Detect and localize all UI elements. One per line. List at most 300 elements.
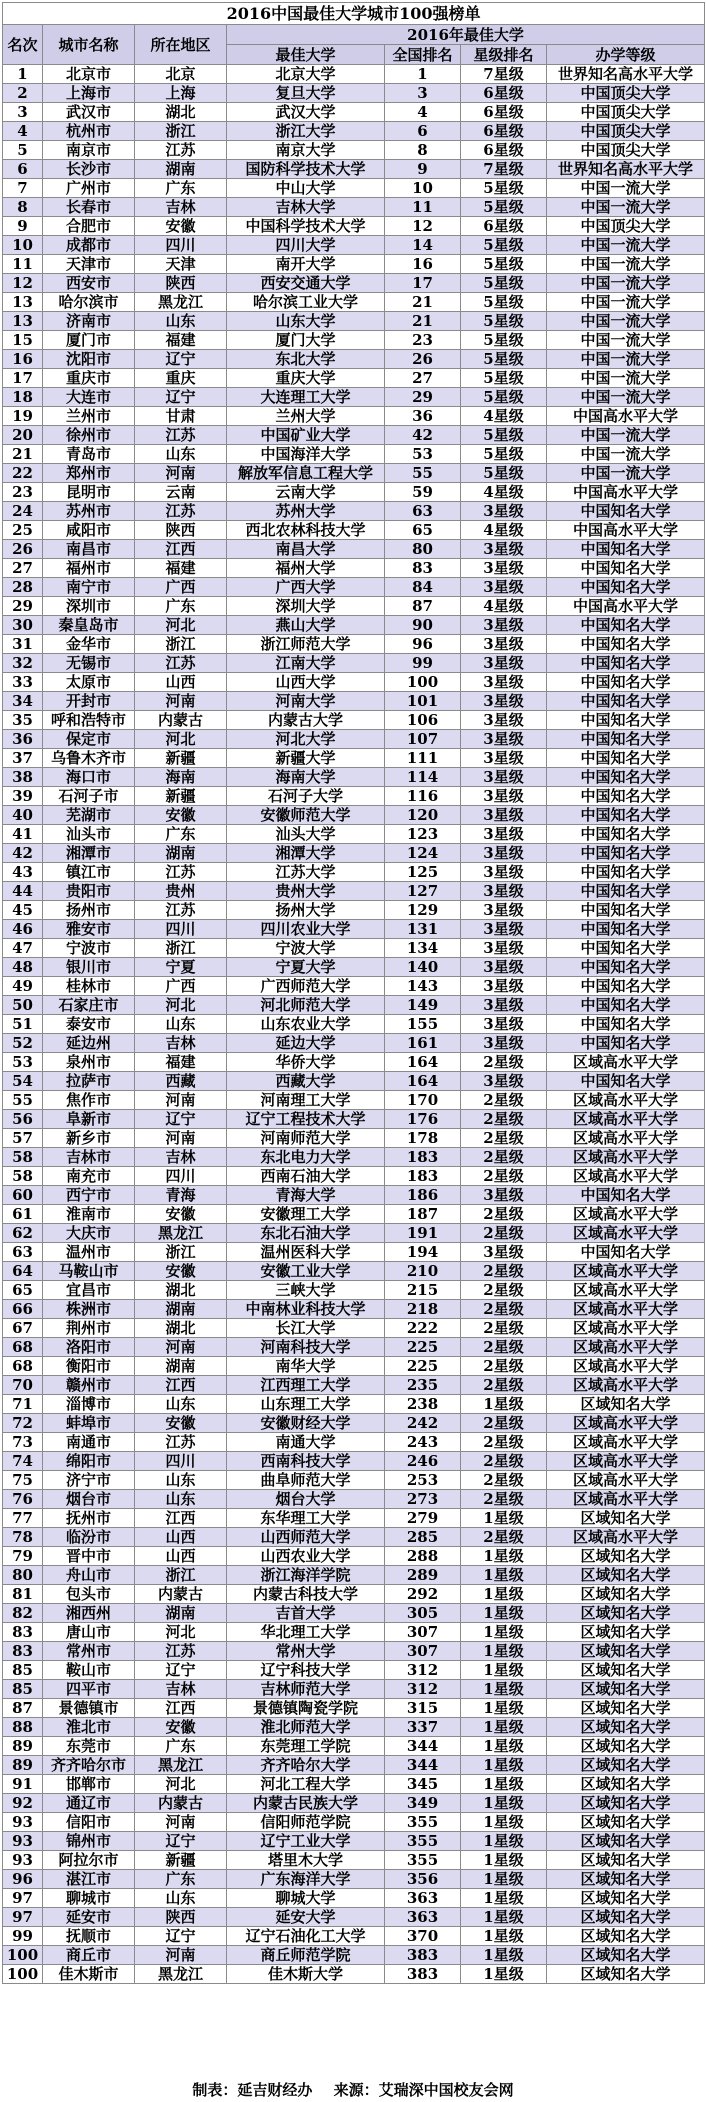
cell-level: 中国知名大学	[547, 787, 705, 806]
cell-city: 株洲市	[43, 1300, 135, 1319]
cell-university: 中南林业科技大学	[227, 1300, 385, 1319]
cell-rank: 3	[3, 103, 43, 122]
cell-star: 3星级	[461, 768, 547, 787]
cell-star: 1星级	[461, 1642, 547, 1661]
cell-region: 山东	[135, 1015, 227, 1034]
cell-star: 3星级	[461, 806, 547, 825]
cell-star: 1星级	[461, 1870, 547, 1889]
cell-region: 宁夏	[135, 958, 227, 977]
table-row	[3, 1547, 705, 1566]
table-row	[3, 1110, 705, 1129]
cell-level: 中国知名大学	[547, 540, 705, 559]
cell-national-rank: 238	[385, 1395, 461, 1414]
cell-city: 拉萨市	[43, 1072, 135, 1091]
cell-national-rank: 349	[385, 1794, 461, 1813]
table-row	[3, 787, 705, 806]
table-row	[3, 1927, 705, 1946]
cell-city: 郑州市	[43, 464, 135, 483]
table-row	[3, 1205, 705, 1224]
cell-level: 区域知名大学	[547, 1851, 705, 1870]
cell-star: 3星级	[461, 958, 547, 977]
cell-city: 马鞍山市	[43, 1262, 135, 1281]
cell-star: 1星级	[461, 1756, 547, 1775]
cell-region: 内蒙古	[135, 711, 227, 730]
cell-rank: 40	[3, 806, 43, 825]
cell-national-rank: 14	[385, 236, 461, 255]
cell-star: 3星级	[461, 920, 547, 939]
cell-university: 浙江师范大学	[227, 635, 385, 654]
table-row	[3, 939, 705, 958]
cell-city: 景德镇市	[43, 1699, 135, 1718]
table-row	[3, 1338, 705, 1357]
table-row	[3, 1053, 705, 1072]
cell-region: 河北	[135, 1775, 227, 1794]
cell-national-rank: 288	[385, 1547, 461, 1566]
cell-region: 辽宁	[135, 1927, 227, 1946]
cell-national-rank: 80	[385, 540, 461, 559]
cell-rank: 57	[3, 1129, 43, 1148]
cell-star: 5星级	[461, 236, 547, 255]
table-row	[3, 1870, 705, 1889]
cell-rank: 49	[3, 977, 43, 996]
cell-university: 安徽理工大学	[227, 1205, 385, 1224]
cell-national-rank: 164	[385, 1072, 461, 1091]
cell-region: 安徽	[135, 1262, 227, 1281]
cell-rank: 61	[3, 1205, 43, 1224]
cell-region: 北京	[135, 65, 227, 84]
cell-university: 华北理工大学	[227, 1623, 385, 1642]
cell-region: 山东	[135, 1889, 227, 1908]
table-row	[3, 1167, 705, 1186]
cell-star: 2星级	[461, 1148, 547, 1167]
cell-city: 福州市	[43, 559, 135, 578]
cell-star: 7星级	[461, 65, 547, 84]
cell-national-rank: 84	[385, 578, 461, 597]
cell-rank: 75	[3, 1471, 43, 1490]
table-row	[3, 1699, 705, 1718]
cell-region: 安徽	[135, 1414, 227, 1433]
cell-university: 东华理工大学	[227, 1509, 385, 1528]
cell-national-rank: 140	[385, 958, 461, 977]
table-row	[3, 1965, 705, 1984]
cell-level: 中国知名大学	[547, 996, 705, 1015]
cell-star: 1星级	[461, 1509, 547, 1528]
cell-rank: 82	[3, 1604, 43, 1623]
cell-national-rank: 289	[385, 1566, 461, 1585]
footer-source: 来源：艾瑞深中国校友会网	[333, 2081, 514, 2099]
cell-national-rank: 344	[385, 1756, 461, 1775]
cell-city: 保定市	[43, 730, 135, 749]
cell-rank: 15	[3, 331, 43, 350]
cell-city: 衡阳市	[43, 1357, 135, 1376]
cell-star: 3星级	[461, 977, 547, 996]
cell-rank: 8	[3, 198, 43, 217]
cell-star: 3星级	[461, 749, 547, 768]
cell-level: 区域知名大学	[547, 1623, 705, 1642]
cell-level: 区域高水平大学	[547, 1053, 705, 1072]
cell-university: 河北工程大学	[227, 1775, 385, 1794]
cell-national-rank: 27	[385, 369, 461, 388]
cell-rank: 6	[3, 160, 43, 179]
cell-rank: 74	[3, 1452, 43, 1471]
cell-city: 阿拉尔市	[43, 1851, 135, 1870]
cell-star: 2星级	[461, 1471, 547, 1490]
cell-university: 延边大学	[227, 1034, 385, 1053]
cell-region: 广东	[135, 597, 227, 616]
cell-national-rank: 1	[385, 65, 461, 84]
cell-rank: 62	[3, 1224, 43, 1243]
cell-star: 3星级	[461, 654, 547, 673]
cell-star: 1星级	[461, 1604, 547, 1623]
cell-level: 中国知名大学	[547, 1072, 705, 1091]
table-row	[3, 977, 705, 996]
table-row	[3, 1737, 705, 1756]
cell-level: 区域高水平大学	[547, 1471, 705, 1490]
cell-national-rank: 191	[385, 1224, 461, 1243]
cell-rank: 54	[3, 1072, 43, 1091]
cell-rank: 23	[3, 483, 43, 502]
cell-national-rank: 131	[385, 920, 461, 939]
cell-star: 2星级	[461, 1452, 547, 1471]
cell-region: 湖南	[135, 1300, 227, 1319]
cell-university: 辽宁科技大学	[227, 1661, 385, 1680]
cell-region: 山东	[135, 445, 227, 464]
cell-rank: 12	[3, 274, 43, 293]
cell-star: 3星级	[461, 692, 547, 711]
table-row	[3, 616, 705, 635]
cell-level: 中国知名大学	[547, 863, 705, 882]
cell-star: 4星级	[461, 483, 547, 502]
cell-national-rank: 107	[385, 730, 461, 749]
table-row	[3, 255, 705, 274]
table-row	[3, 1148, 705, 1167]
cell-university: 安徽工业大学	[227, 1262, 385, 1281]
cell-star: 1星级	[461, 1395, 547, 1414]
table-row	[3, 1946, 705, 1965]
cell-rank: 81	[3, 1585, 43, 1604]
cell-national-rank: 337	[385, 1718, 461, 1737]
cell-city: 绵阳市	[43, 1452, 135, 1471]
cell-level: 中国一流大学	[547, 331, 705, 350]
cell-national-rank: 124	[385, 844, 461, 863]
cell-city: 长沙市	[43, 160, 135, 179]
cell-rank: 89	[3, 1737, 43, 1756]
cell-city: 赣州市	[43, 1376, 135, 1395]
cell-university: 燕山大学	[227, 616, 385, 635]
cell-region: 安徽	[135, 806, 227, 825]
cell-star: 1星级	[461, 1908, 547, 1927]
cell-level: 中国顶尖大学	[547, 122, 705, 141]
cell-level: 中国顶尖大学	[547, 141, 705, 160]
cell-city: 蚌埠市	[43, 1414, 135, 1433]
cell-university: 山东理工大学	[227, 1395, 385, 1414]
cell-national-rank: 96	[385, 635, 461, 654]
cell-university: 广西大学	[227, 578, 385, 597]
table-row	[3, 1186, 705, 1205]
cell-rank: 39	[3, 787, 43, 806]
cell-national-rank: 315	[385, 1699, 461, 1718]
cell-national-rank: 176	[385, 1110, 461, 1129]
table-row	[3, 1832, 705, 1851]
table-row	[3, 1604, 705, 1623]
cell-level: 区域知名大学	[547, 1889, 705, 1908]
cell-rank: 97	[3, 1908, 43, 1927]
cell-city: 石河子市	[43, 787, 135, 806]
cell-city: 鞍山市	[43, 1661, 135, 1680]
cell-city: 上海市	[43, 84, 135, 103]
cell-rank: 93	[3, 1851, 43, 1870]
cell-rank: 27	[3, 559, 43, 578]
cell-rank: 71	[3, 1395, 43, 1414]
cell-region: 浙江	[135, 1243, 227, 1262]
cell-university: 西安交通大学	[227, 274, 385, 293]
cell-rank: 60	[3, 1186, 43, 1205]
cell-level: 中国高水平大学	[547, 407, 705, 426]
table-row	[3, 502, 705, 521]
cell-city: 雅安市	[43, 920, 135, 939]
cell-university: 常州大学	[227, 1642, 385, 1661]
cell-university: 青海大学	[227, 1186, 385, 1205]
cell-star: 3星级	[461, 1034, 547, 1053]
cell-city: 晋中市	[43, 1547, 135, 1566]
cell-city: 徐州市	[43, 426, 135, 445]
cell-rank: 43	[3, 863, 43, 882]
cell-rank: 52	[3, 1034, 43, 1053]
cell-rank: 34	[3, 692, 43, 711]
cell-national-rank: 164	[385, 1053, 461, 1072]
cell-city: 东莞市	[43, 1737, 135, 1756]
cell-city: 海口市	[43, 768, 135, 787]
cell-level: 中国一流大学	[547, 350, 705, 369]
cell-level: 区域知名大学	[547, 1813, 705, 1832]
cell-region: 新疆	[135, 749, 227, 768]
cell-region: 江西	[135, 1509, 227, 1528]
cell-region: 湖北	[135, 1281, 227, 1300]
cell-national-rank: 23	[385, 331, 461, 350]
cell-region: 湖南	[135, 160, 227, 179]
table-row	[3, 1224, 705, 1243]
cell-university: 扬州大学	[227, 901, 385, 920]
cell-university: 东北石油大学	[227, 1224, 385, 1243]
cell-star: 1星级	[461, 1965, 547, 1984]
cell-star: 2星级	[461, 1414, 547, 1433]
table-row	[3, 1509, 705, 1528]
cell-national-rank: 356	[385, 1870, 461, 1889]
cell-region: 新疆	[135, 1851, 227, 1870]
cell-region: 湖南	[135, 1604, 227, 1623]
cell-region: 湖北	[135, 1319, 227, 1338]
table-row	[3, 483, 705, 502]
cell-rank: 47	[3, 939, 43, 958]
cell-city: 包头市	[43, 1585, 135, 1604]
cell-star: 6星级	[461, 217, 547, 236]
cell-rank: 17	[3, 369, 43, 388]
cell-region: 山东	[135, 1471, 227, 1490]
cell-city: 舟山市	[43, 1566, 135, 1585]
cell-level: 区域知名大学	[547, 1718, 705, 1737]
cell-star: 2星级	[461, 1319, 547, 1338]
cell-university: 苏州大学	[227, 502, 385, 521]
cell-national-rank: 312	[385, 1680, 461, 1699]
cell-level: 区域高水平大学	[547, 1433, 705, 1452]
cell-university: 曲阜师范大学	[227, 1471, 385, 1490]
cell-region: 江苏	[135, 426, 227, 445]
cell-rank: 66	[3, 1300, 43, 1319]
cell-rank: 11	[3, 255, 43, 274]
table-row	[3, 445, 705, 464]
cell-university: 贵州大学	[227, 882, 385, 901]
cell-star: 3星级	[461, 730, 547, 749]
cell-rank: 48	[3, 958, 43, 977]
table-row	[3, 331, 705, 350]
cell-star: 5星级	[461, 293, 547, 312]
table-row	[3, 635, 705, 654]
cell-rank: 51	[3, 1015, 43, 1034]
cell-level: 中国顶尖大学	[547, 103, 705, 122]
cell-star: 3星级	[461, 787, 547, 806]
cell-university: 湘潭大学	[227, 844, 385, 863]
cell-region: 河南	[135, 1129, 227, 1148]
cell-university: 长江大学	[227, 1319, 385, 1338]
cell-level: 中国一流大学	[547, 198, 705, 217]
footer-maker: 制表：延吉财经办	[192, 2081, 313, 2099]
cell-national-rank: 125	[385, 863, 461, 882]
cell-rank: 53	[3, 1053, 43, 1072]
cell-rank: 89	[3, 1756, 43, 1775]
cell-star: 5星级	[461, 388, 547, 407]
cell-university: 西南石油大学	[227, 1167, 385, 1186]
cell-region: 海南	[135, 768, 227, 787]
header-rank: 名次	[3, 25, 43, 65]
cell-city: 北京市	[43, 65, 135, 84]
cell-star: 4星级	[461, 521, 547, 540]
cell-rank: 45	[3, 901, 43, 920]
cell-university: 浙江大学	[227, 122, 385, 141]
cell-star: 1星级	[461, 1699, 547, 1718]
cell-city: 邯郸市	[43, 1775, 135, 1794]
cell-city: 兰州市	[43, 407, 135, 426]
cell-star: 3星级	[461, 844, 547, 863]
table-row	[3, 1129, 705, 1148]
cell-region: 云南	[135, 483, 227, 502]
cell-region: 河南	[135, 464, 227, 483]
cell-star: 3星级	[461, 1186, 547, 1205]
cell-level: 中国知名大学	[547, 844, 705, 863]
cell-star: 2星级	[461, 1281, 547, 1300]
cell-rank: 16	[3, 350, 43, 369]
cell-national-rank: 383	[385, 1965, 461, 1984]
cell-star: 1星级	[461, 1661, 547, 1680]
cell-star: 2星级	[461, 1433, 547, 1452]
cell-university: 南华大学	[227, 1357, 385, 1376]
cell-city: 乌鲁木齐市	[43, 749, 135, 768]
table-row	[3, 730, 705, 749]
cell-rank: 76	[3, 1490, 43, 1509]
cell-university: 浙江海洋学院	[227, 1566, 385, 1585]
cell-city: 延安市	[43, 1908, 135, 1927]
cell-city: 银川市	[43, 958, 135, 977]
cell-star: 1星级	[461, 1927, 547, 1946]
cell-city: 南京市	[43, 141, 135, 160]
cell-city: 南宁市	[43, 578, 135, 597]
cell-rank: 93	[3, 1813, 43, 1832]
cell-region: 江苏	[135, 863, 227, 882]
cell-region: 河北	[135, 730, 227, 749]
cell-level: 中国知名大学	[547, 692, 705, 711]
cell-city: 贵阳市	[43, 882, 135, 901]
table-row	[3, 578, 705, 597]
cell-region: 广东	[135, 825, 227, 844]
cell-rank: 83	[3, 1623, 43, 1642]
cell-university: 兰州大学	[227, 407, 385, 426]
cell-rank: 83	[3, 1642, 43, 1661]
cell-university: 安徽师范大学	[227, 806, 385, 825]
cell-region: 西藏	[135, 1072, 227, 1091]
cell-university: 江南大学	[227, 654, 385, 673]
cell-university: 内蒙古大学	[227, 711, 385, 730]
cell-level: 区域知名大学	[547, 1509, 705, 1528]
cell-national-rank: 225	[385, 1357, 461, 1376]
cell-level: 区域高水平大学	[547, 1319, 705, 1338]
cell-national-rank: 218	[385, 1300, 461, 1319]
cell-university: 辽宁石油化工大学	[227, 1927, 385, 1946]
cell-rank: 58	[3, 1148, 43, 1167]
table-row	[3, 1243, 705, 1262]
cell-university: 聊城大学	[227, 1889, 385, 1908]
cell-level: 区域知名大学	[547, 1927, 705, 1946]
cell-city: 南通市	[43, 1433, 135, 1452]
cell-rank: 36	[3, 730, 43, 749]
table-row	[3, 1889, 705, 1908]
cell-level: 世界知名高水平大学	[547, 65, 705, 84]
cell-level: 世界知名高水平大学	[547, 160, 705, 179]
cell-region: 江西	[135, 540, 227, 559]
cell-level: 中国知名大学	[547, 502, 705, 521]
cell-star: 5星级	[461, 255, 547, 274]
table-row	[3, 1319, 705, 1338]
cell-rank: 65	[3, 1281, 43, 1300]
cell-level: 中国知名大学	[547, 559, 705, 578]
cell-university: 商丘师范学院	[227, 1946, 385, 1965]
cell-star: 3星级	[461, 996, 547, 1015]
cell-rank: 77	[3, 1509, 43, 1528]
cell-level: 中国知名大学	[547, 635, 705, 654]
cell-university: 佳木斯大学	[227, 1965, 385, 1984]
cell-region: 江西	[135, 1376, 227, 1395]
table-row	[3, 1433, 705, 1452]
cell-rank: 96	[3, 1870, 43, 1889]
cell-national-rank: 65	[385, 521, 461, 540]
cell-national-rank: 161	[385, 1034, 461, 1053]
cell-city: 汕头市	[43, 825, 135, 844]
table-row	[3, 958, 705, 977]
cell-level: 区域高水平大学	[547, 1167, 705, 1186]
table-row	[3, 1718, 705, 1737]
cell-region: 湖南	[135, 844, 227, 863]
cell-region: 陕西	[135, 521, 227, 540]
cell-university: 江西理工大学	[227, 1376, 385, 1395]
cell-region: 辽宁	[135, 350, 227, 369]
cell-star: 1星级	[461, 1718, 547, 1737]
cell-national-rank: 90	[385, 616, 461, 635]
cell-level: 中国知名大学	[547, 1243, 705, 1262]
cell-rank: 67	[3, 1319, 43, 1338]
cell-city: 商丘市	[43, 1946, 135, 1965]
cell-level: 中国一流大学	[547, 426, 705, 445]
cell-region: 安徽	[135, 1718, 227, 1737]
cell-star: 6星级	[461, 122, 547, 141]
cell-university: 中国海洋大学	[227, 445, 385, 464]
